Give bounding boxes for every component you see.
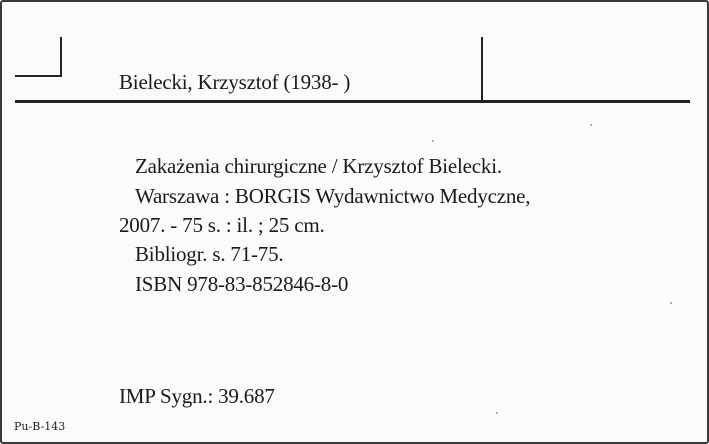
bibliography-note: Bibliogr. s. 71-75. [135,242,284,266]
isbn: ISBN 978-83-852846-8-0 [135,272,349,296]
scan-speck [496,412,498,414]
corner-mark-horizontal [15,75,62,77]
heading-divider [481,37,483,101]
physical-description: 2007. - 75 s. : il. ; 25 cm. [119,213,325,237]
corner-mark-vertical [60,37,62,77]
scan-speck [670,302,672,304]
title-statement: Zakażenia chirurgiczne / Krzysztof Bielecki. [135,154,502,178]
heading-rule [15,100,690,103]
card-code: Pu-B-143 [14,420,66,433]
publication-statement: Warszawa : BORGIS Wydawnictwo Medyczne, [135,184,531,208]
scan-speck [432,140,434,142]
author-heading: Bielecki, Krzysztof (1938- ) [119,70,351,94]
scan-speck [590,124,592,126]
shelfmark: IMP Sygn.: 39.687 [119,384,275,408]
